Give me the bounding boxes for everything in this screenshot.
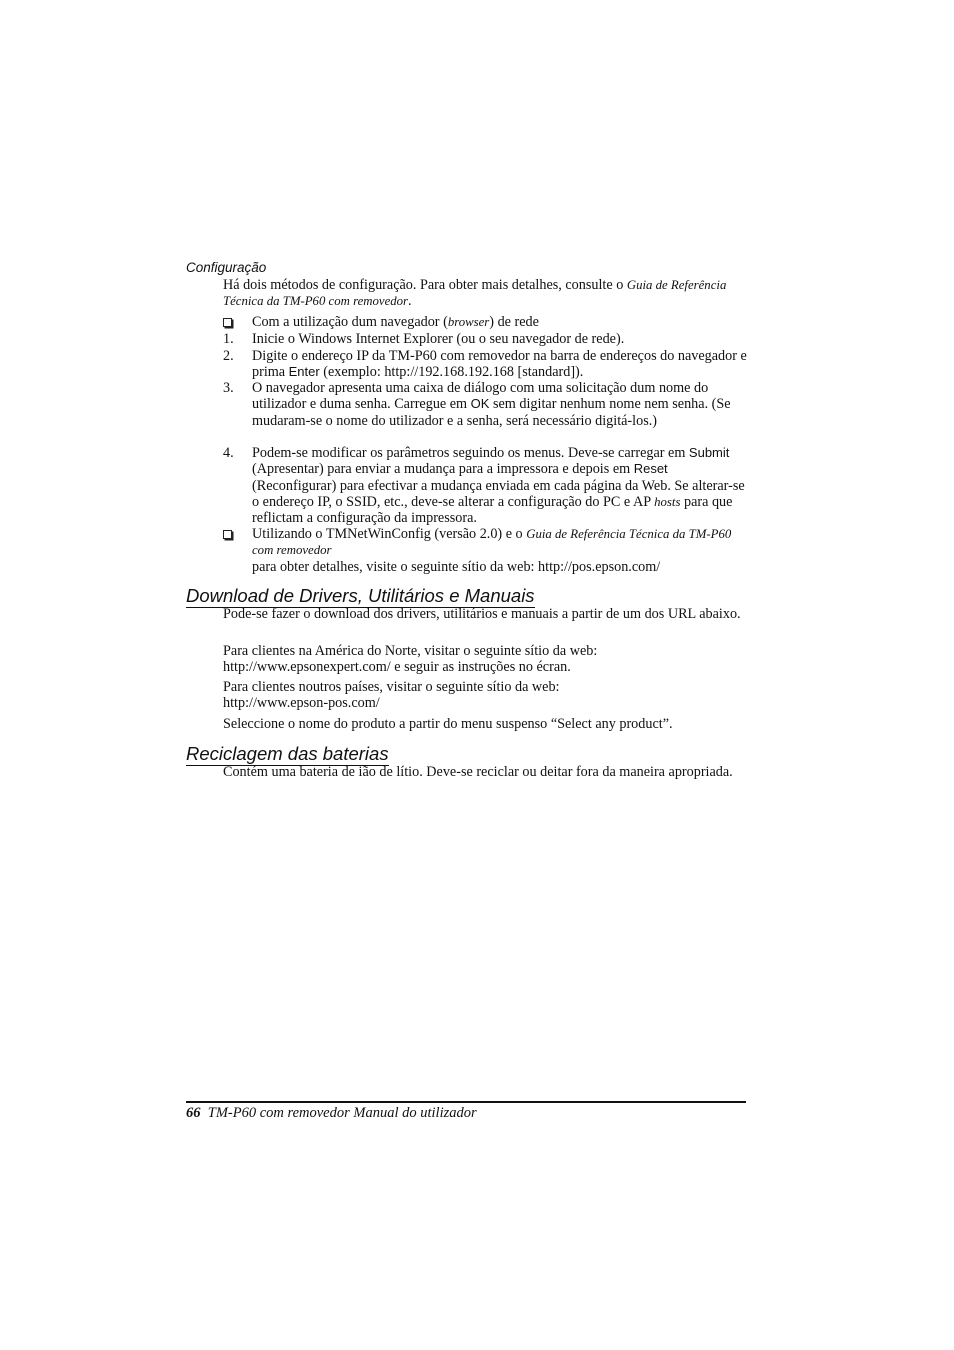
- config-intro: Há dois métodos de configuração. Para obter mais detalhes, consulte o Guia de Referência Técnica da TM-P60 com removedor.: [223, 277, 727, 310]
- page-footer: [186, 1105, 477, 1121]
- checkbox-bullet-icon: [223, 530, 232, 539]
- section-heading-configuracao: Configuração: [186, 260, 267, 275]
- download-paragraph-4: Seleccione o nome do produto a partir do menu suspenso “Select any product”.: [223, 716, 673, 732]
- download-paragraph-3: Para clientes noutros países, visitar o seguinte sítio da web: http://www.epson-pos.com/: [223, 679, 560, 712]
- checkbox-bullet-icon: [223, 318, 232, 327]
- footer-rule: [186, 1101, 746, 1103]
- section-heading-download: Download de Drivers, Utilitários e Manuais: [186, 585, 535, 606]
- download-paragraph-1: Pode-se fazer o download dos drivers, utilitários e manuais a partir de um dos URL abaixo.: [223, 606, 741, 622]
- download-paragraph-2: Para clientes na América do Norte, visitar o seguinte sítio da web: http://www.epsonexpert.com/ e seguir as instruções no écran.: [223, 643, 598, 676]
- recycle-paragraph: Contém uma bateria de ião de lítio. Deve-se reciclar ou deitar fora da maneira apropriada.: [223, 764, 733, 780]
- page-number: 66: [186, 1105, 201, 1121]
- section-heading-reciclagem: Reciclagem das baterias: [186, 743, 389, 764]
- footer-title: TM-P60 com removedor Manual do utilizador: [207, 1105, 477, 1121]
